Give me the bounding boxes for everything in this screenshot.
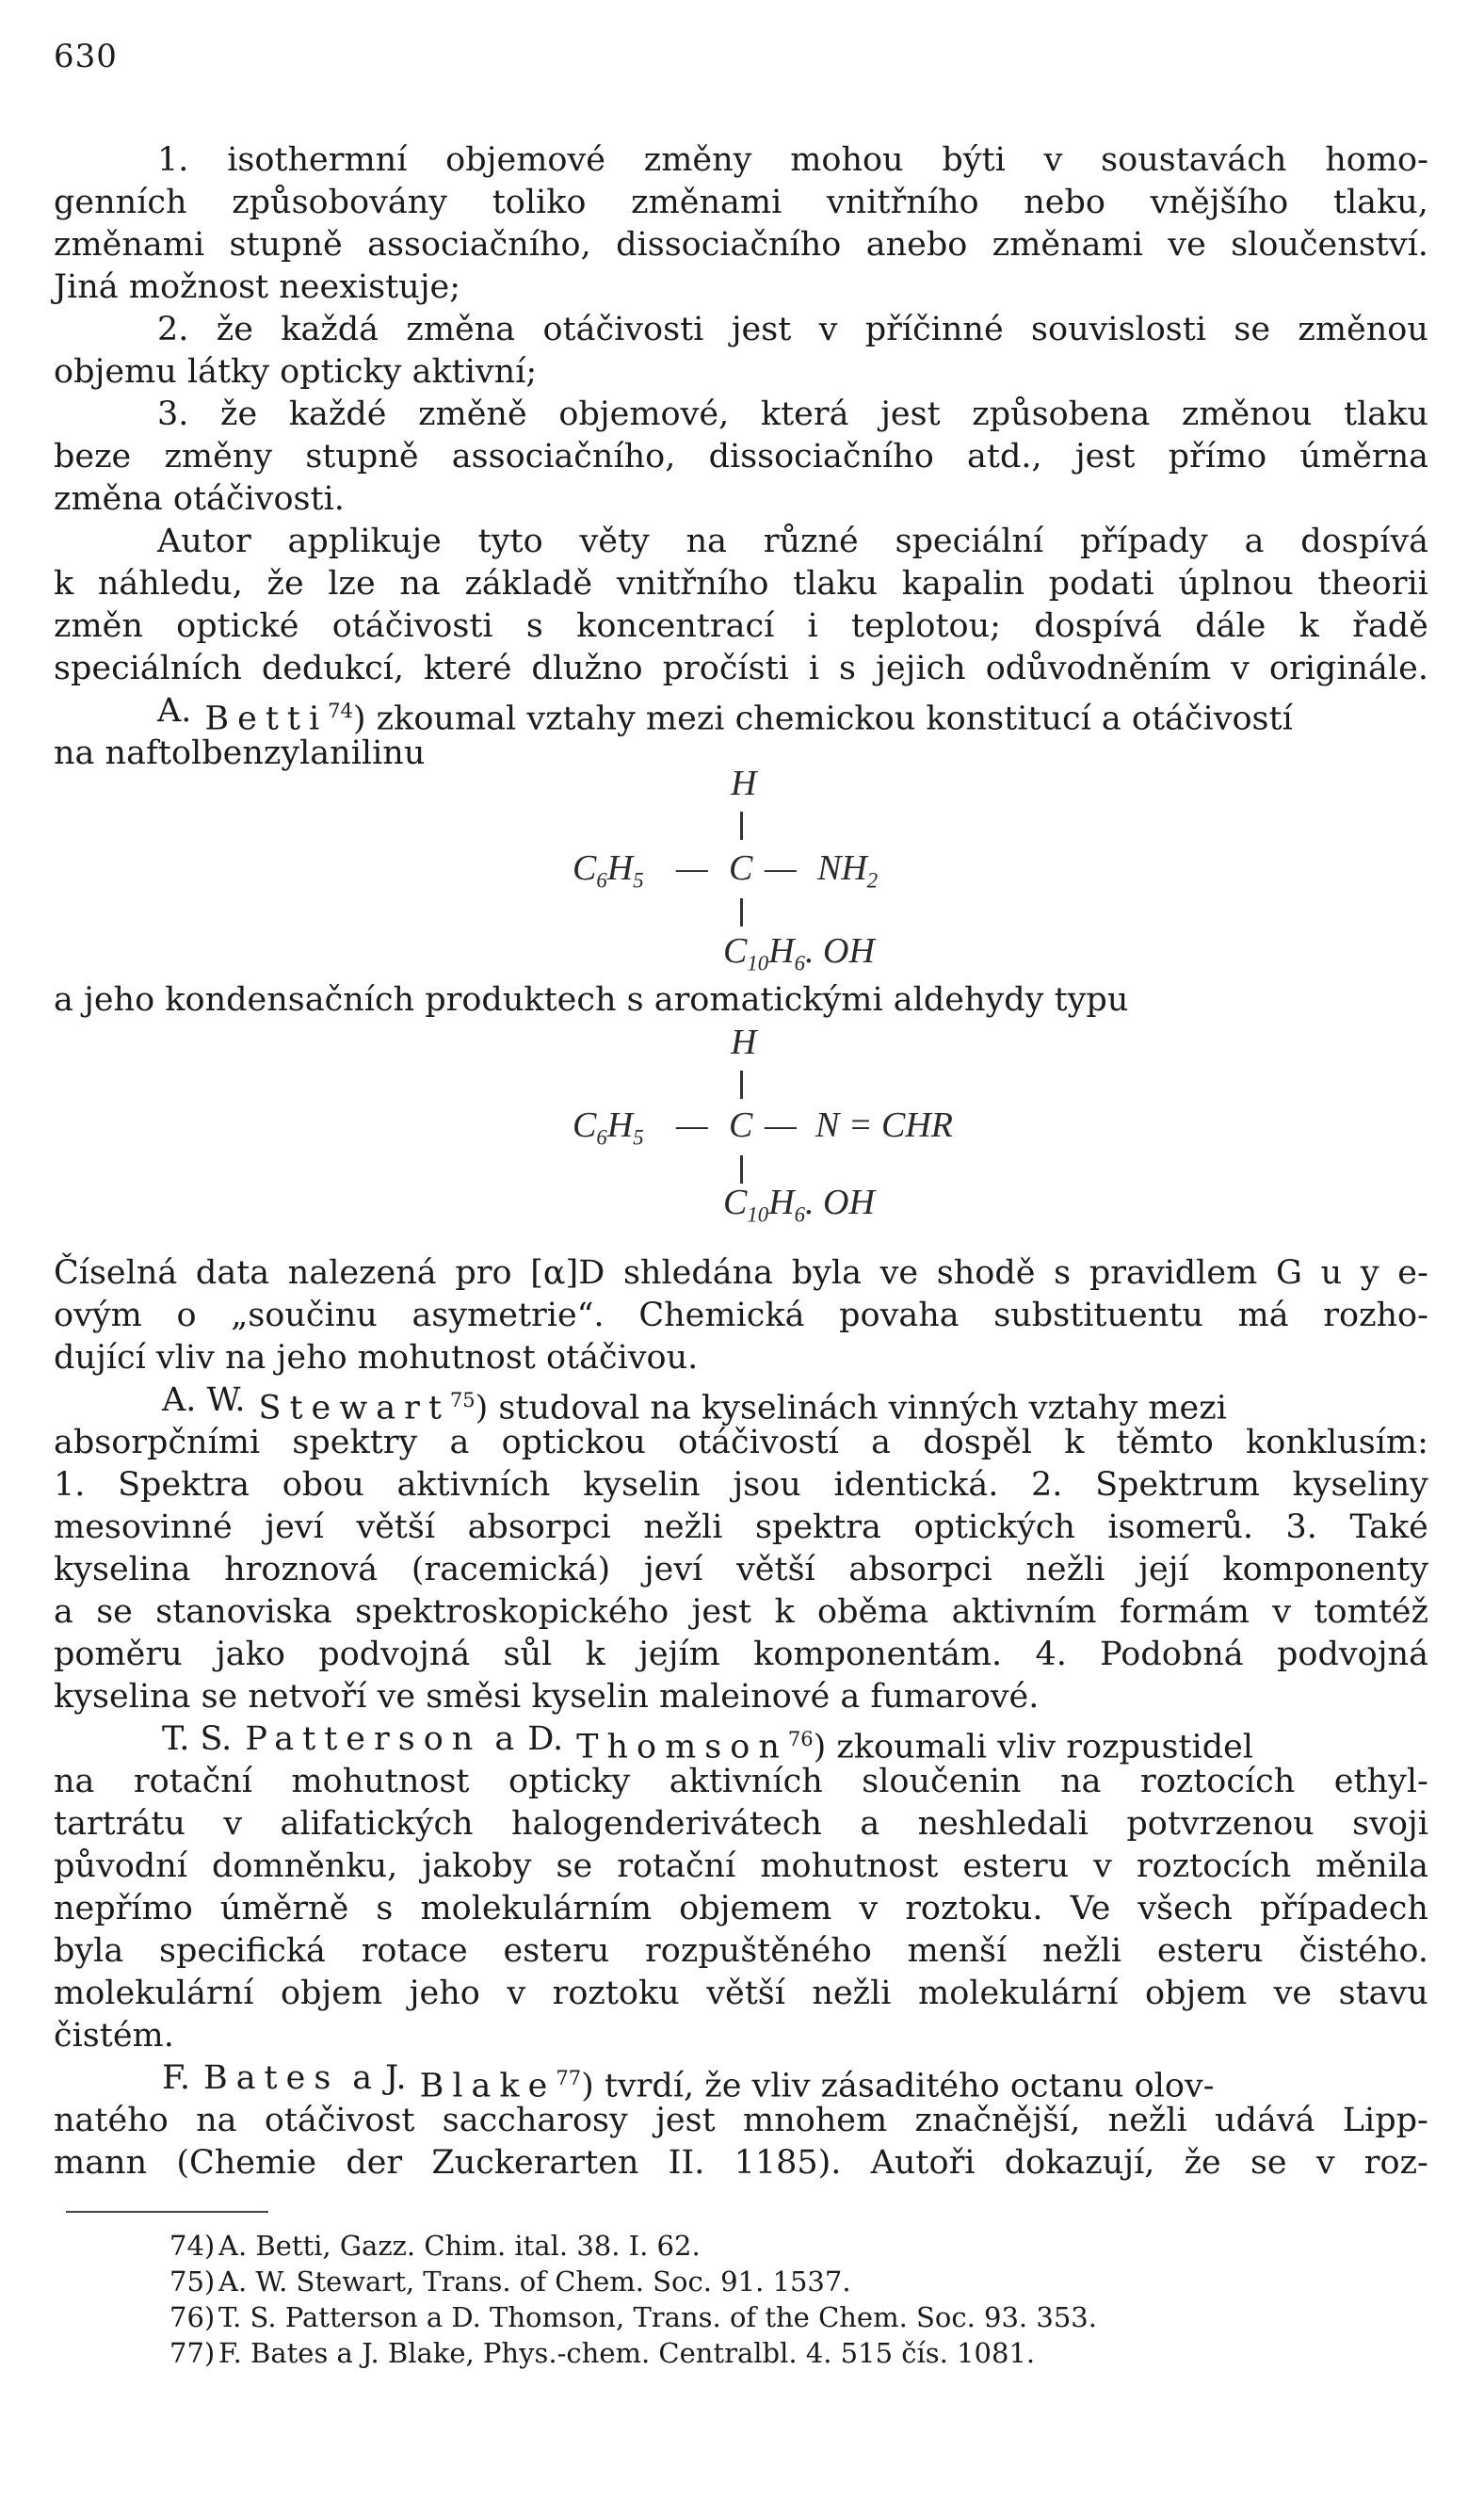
text-line: k náhledu, že lze na základě vnitřního tlaku kapalin podati úplnou theorii xyxy=(54,565,1428,603)
text-line: poměru jako podvojná sůl k jejím komponentám. 4. Podobná podvojná xyxy=(54,1636,1428,1673)
line-rest: ) studoval na kyselinách vinných vztahy mezi xyxy=(475,1389,1227,1427)
line-rest: ) zkoumal vztahy mezi chemickou konstitucí a otáčivostí xyxy=(352,700,1293,738)
author-name: Bates xyxy=(202,2059,340,2097)
text-line: beze změny stupně associačního, dissociačního atd., jest přímo úměrna xyxy=(54,438,1428,476)
formula-atom-h: H xyxy=(731,1023,757,1062)
line-rest: ) zkoumali vliv rozpustidel xyxy=(813,1728,1253,1766)
text-line: molekulární objem jeho v roztoku větší nežli molekulární objem ve stavu xyxy=(54,1975,1428,2012)
line-rest: ) tvrdí, že vliv zásaditého octanu olov- xyxy=(581,2067,1215,2105)
author-prefix: T. S. xyxy=(162,1720,233,1758)
formula-bond: — xyxy=(676,848,708,888)
text-line: na rotační mohutnost opticky aktivních sloučenin na roztocích ethyl- xyxy=(54,1763,1428,1800)
author-name: Betti xyxy=(204,700,329,738)
text-line: dující vliv na jeho mohutnost otáčivou. xyxy=(54,1339,699,1377)
text-line: změn optické otáčivosti s koncentrací i teplotou; dospívá dále k řadě xyxy=(54,607,1428,645)
formula-bond: — xyxy=(765,848,797,888)
text-line: Autor applikuje tyto věty na různé speciální případy a dospívá xyxy=(157,523,1428,560)
text-line: speciálních dedukcí, které dlužno pročísti i s jejich odůvodněním v originále. xyxy=(54,650,1428,687)
structural-formula-2 xyxy=(0,1022,1484,1229)
formula-bond: — xyxy=(676,1105,708,1145)
text-line: Jiná možnost neexistuje; xyxy=(54,268,461,306)
text-line: natého na otáčivost saccharosy jest mnohem značnější, nežli udává Lipp- xyxy=(54,2102,1428,2139)
text-line: původní domněnku, jakoby se rotační mohutnost esteru v roztocích měnila xyxy=(54,1847,1428,1885)
formula-bond: — xyxy=(765,1105,797,1145)
text-line: a se stanoviska spektroskopického jest k oběma aktivním formám v tomtéž xyxy=(54,1593,1428,1631)
formula-bottom-group: $C_{10}H_6$. OH xyxy=(723,1183,875,1227)
text-line: změnami stupně associačního, dissociačního anebo změnami ve sloučenství. xyxy=(54,226,1428,264)
footnote-ref: 74 xyxy=(328,700,353,722)
text-line: 1. isothermní objemové změny mohou býti v soustavách homo- xyxy=(157,141,1428,179)
text-line: 2. že každá změna otáčivosti jest v příčinné souvislosti se změnou xyxy=(157,311,1428,348)
formula-left-group: $C_6H_5$ xyxy=(573,848,644,893)
footnote-number: 74) xyxy=(169,2230,216,2262)
page-number: 630 xyxy=(54,38,118,75)
text-line: kyselina hroznová (racemická) jeví větší absorpci nežli její komponenty xyxy=(54,1551,1428,1588)
footnote-number: 75) xyxy=(169,2265,216,2297)
intro-paragraphs xyxy=(54,139,1428,775)
text-line: 3. že každé změně objemové, která jest způsobena změnou tlaku xyxy=(157,395,1428,433)
author-prefix: F. xyxy=(162,2059,190,2097)
conjunction: a xyxy=(494,1720,515,1758)
formula-atom-c: C xyxy=(729,848,753,888)
footnote-ref: 76 xyxy=(787,1728,814,1750)
footnote-75 xyxy=(169,2264,1431,2299)
text-line: a jeho kondensačních produktech s aromatickými aldehydy typu xyxy=(54,981,1129,1019)
conjunction: a xyxy=(352,2059,373,2097)
text-line: mesovinné jeví větší absorpci nežli spektra optických isomerů. 3. Také xyxy=(54,1508,1428,1546)
footnote-text: F. Bates a J. Blake, Phys.-chem. Centralbl. 4. 515 čís. 1081. xyxy=(218,2337,1036,2369)
text-line: čistém. xyxy=(54,2017,174,2055)
text-line: na naftolbenzylanilinu xyxy=(54,734,426,772)
text-line: ovým o „součinu asymetrie“. Chemická povaha substituentu má rozho- xyxy=(54,1297,1428,1334)
formula-bottom-group: $C_{10}H_6$. OH xyxy=(723,931,875,975)
author-prefix: A. W. xyxy=(162,1381,246,1419)
bates-line xyxy=(54,2057,1428,2105)
text-line: mann (Chemie der Zuckerarten II. 1185). Autoři dokazují, že se v roz- xyxy=(54,2144,1428,2182)
footnote-76 xyxy=(169,2299,1431,2335)
text-line: 1. Spektra obou aktivních kyselin jsou identická. 2. Spektrum kyseliny xyxy=(54,1466,1428,1504)
formula-atom-h: H xyxy=(731,764,757,803)
formula-right-group: $NH_2$ xyxy=(817,848,879,893)
patterson-line xyxy=(54,1718,1428,1766)
text-line: nepřímo úměrně s molekulárním objemem v roztoku. Ve všech případech xyxy=(54,1890,1428,1927)
bond-vertical-bottom xyxy=(740,1155,743,1184)
author-name: Stewart xyxy=(258,1389,450,1427)
text-line: genních způsobovány toliko změnami vnitřního nebo vnějšího tlaku, xyxy=(54,184,1428,221)
stewart-line xyxy=(54,1379,1428,1427)
author-name: Patterson xyxy=(245,1720,482,1758)
main-paragraphs xyxy=(54,1252,1428,2185)
bond-vertical-top xyxy=(740,1071,743,1099)
text-line: absorpčními spektry a optickou otáčivostí a dospěl k těmto konklusím: xyxy=(54,1424,1428,1461)
formula-left-group: $C_6H_5$ xyxy=(573,1105,644,1150)
structural-formula-1 xyxy=(0,763,1484,975)
text-line: kyselina se netvoří ve směsi kyselin maleinové a fumarové. xyxy=(54,1678,1040,1716)
author-name: Thomson xyxy=(576,1728,788,1766)
betti-line xyxy=(54,690,1428,738)
text-line: změna otáčivosti. xyxy=(54,480,345,518)
text-line: byla specifická rotace esteru rozpuštěného menší nežli esteru čistého. xyxy=(54,1932,1428,1970)
footnote-number: 76) xyxy=(169,2301,216,2333)
footnote-ref: 75 xyxy=(449,1389,476,1411)
formula-right-group: N = CHR xyxy=(815,1105,953,1145)
footnote-ref: 77 xyxy=(556,2067,582,2089)
bond-vertical-bottom xyxy=(740,898,743,927)
footnote-77 xyxy=(169,2335,1431,2371)
author-name: Blake xyxy=(419,2067,556,2105)
footnote-number: 77) xyxy=(169,2337,216,2369)
author-prefix: A. xyxy=(157,692,192,730)
text-line: tartrátu v alifatických halogenderivátech a neshledali potvrzenou svoji xyxy=(54,1805,1428,1843)
bond-vertical-top xyxy=(740,812,743,840)
formula-atom-c: C xyxy=(729,1105,753,1145)
author-prefix: J. xyxy=(385,2059,407,2097)
footnote-text: A. W. Stewart, Trans. of Chem. Soc. 91. 1537. xyxy=(218,2265,851,2297)
author-prefix: D. xyxy=(527,1720,564,1758)
text-line: Číselná data nalezená pro [α]D shledána byla ve shodě s pravidlem G u y e- xyxy=(54,1254,1428,1292)
footnote-74 xyxy=(169,2228,1431,2264)
footnotes xyxy=(169,2228,1431,2371)
between-formulas-text xyxy=(54,979,1428,1022)
text-line: objemu látky opticky aktivní; xyxy=(54,353,538,391)
footnote-text: T. S. Patterson a D. Thomson, Trans. of the Chem. Soc. 93. 353. xyxy=(218,2301,1097,2333)
footnote-divider xyxy=(66,2211,268,2213)
footnote-text: A. Betti, Gazz. Chim. ital. 38. I. 62. xyxy=(218,2230,701,2262)
